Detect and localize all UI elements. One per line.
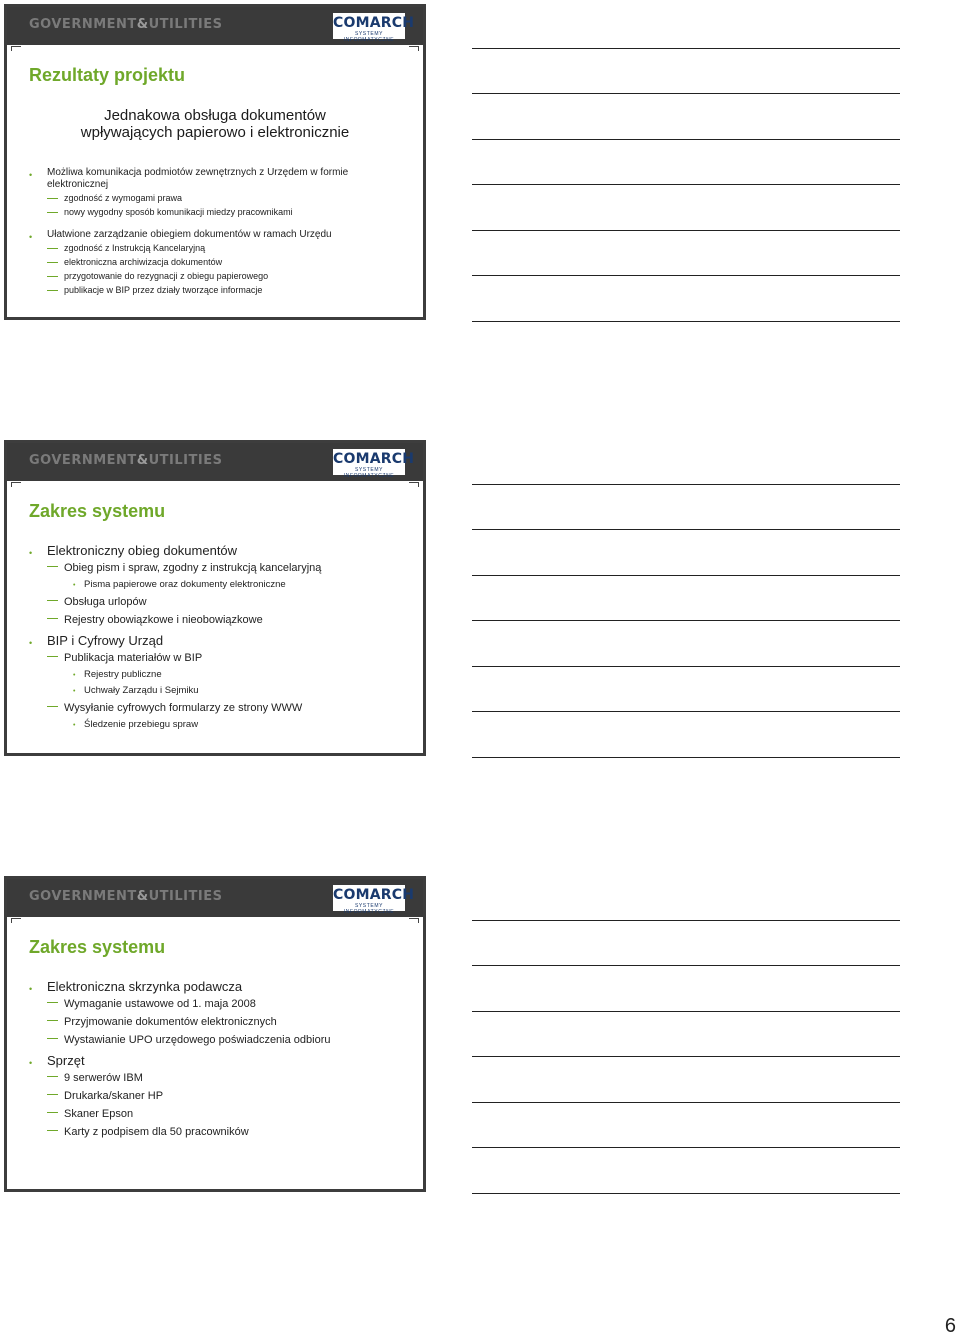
notes-line [472, 1056, 900, 1057]
dash-icon [47, 656, 58, 657]
corner-mark [11, 482, 12, 487]
dash-icon [47, 212, 58, 213]
sub-bullet-item: zgodność z wymogami prawa [29, 191, 407, 205]
bullet-icon: • [29, 548, 33, 558]
dash-icon [47, 262, 58, 263]
slide-title: Zakres systemu [29, 937, 166, 957]
slide-content [29, 543, 407, 733]
notes-line [472, 620, 900, 621]
notes-line [472, 230, 900, 231]
dash-icon [47, 1112, 58, 1113]
slide-content [29, 167, 407, 297]
dash-icon [47, 706, 58, 707]
slide-header [7, 7, 423, 45]
dash-icon [47, 290, 58, 291]
notes-line [472, 48, 900, 49]
dash-icon [47, 1076, 58, 1077]
bullet-icon: • [73, 688, 76, 695]
comarch-logo: COMARCH SYSTEMY INFORMATYCZNE [333, 451, 415, 479]
dash-icon [47, 1020, 58, 1021]
notes-line [472, 275, 900, 276]
sub-bullet-item: elektroniczna archiwizacja dokumentów [29, 255, 407, 269]
dash-icon [47, 1002, 58, 1003]
bullet-icon: • [29, 984, 33, 994]
bullet-icon: • [73, 672, 76, 679]
dash-icon [47, 618, 58, 619]
dash-icon [47, 600, 58, 601]
slide-2 [4, 440, 426, 756]
slide-1 [4, 4, 426, 320]
bullet-icon: • [73, 582, 76, 589]
sub-bullet-item: Drukarka/skaner HP [29, 1087, 407, 1105]
bullet-icon: • [73, 722, 76, 729]
notes-line [472, 529, 900, 530]
notes-line [472, 965, 900, 966]
sub-sub-bullet-item: • Uchwały Zarządu i Sejmiku [29, 683, 407, 699]
dash-icon [47, 566, 58, 567]
sub-bullet-item: Wysyłanie cyfrowych formularzy ze strony WWW [29, 699, 407, 717]
corner-mark [418, 482, 419, 487]
sub-bullet-item: Wymaganie ustawowe od 1. maja 2008 [29, 995, 407, 1013]
notes-line [472, 139, 900, 140]
corner-mark [11, 46, 21, 47]
bullet-item: • Możliwa komunikacja podmiotów zewnętrznych z Urzędem w formie elektronicznej [29, 167, 349, 190]
sub-bullet-item: Skaner Epson [29, 1105, 407, 1123]
corner-mark [11, 918, 21, 919]
dash-icon [47, 1038, 58, 1039]
sub-bullet-item: 9 serwerów IBM [29, 1069, 407, 1087]
slide-content [29, 979, 407, 1141]
bullet-icon: • [29, 638, 33, 648]
sub-bullet-item: Karty z podpisem dla 50 pracowników [29, 1123, 407, 1141]
government-utilities-logo: GOVERNMENT&UTILITIES [29, 889, 223, 904]
notes-line [472, 484, 900, 485]
notes-line [472, 1011, 900, 1012]
dash-icon [47, 248, 58, 249]
slide-subtitle: Jednakowa obsługa dokumentów wpływających papierowo i elektronicznie [80, 107, 350, 141]
dash-icon [47, 276, 58, 277]
sub-sub-bullet-item: • Pisma papierowe oraz dokumenty elektroniczne [29, 577, 407, 593]
bullet-item: • Sprzęt [29, 1053, 407, 1069]
sub-bullet-item: Przyjmowanie dokumentów elektronicznych [29, 1013, 407, 1031]
bullet-item: • Elektroniczna skrzynka podawcza [29, 979, 407, 995]
notes-line [472, 575, 900, 576]
notes-line [472, 757, 900, 758]
sub-bullet-item: przygotowanie do rezygnacji z obiegu papierowego [29, 269, 407, 283]
government-utilities-logo: GOVERNMENT&UTILITIES [29, 17, 223, 32]
sub-bullet-item: Wystawianie UPO urzędowego poświadczenia odbioru [29, 1031, 407, 1049]
dash-icon [47, 1094, 58, 1095]
corner-mark [418, 918, 419, 923]
sub-sub-bullet-item: • Rejestry publiczne [29, 667, 407, 683]
slide-3 [4, 876, 426, 1192]
sub-bullet-item: Publikacja materiałów w BIP [29, 649, 407, 667]
dash-icon [47, 198, 58, 199]
government-utilities-logo: GOVERNMENT&UTILITIES [29, 453, 223, 468]
sub-bullet-item: publikacje w BIP przez działy tworzące informacje [29, 283, 407, 297]
notes-line [472, 711, 900, 712]
sub-bullet-item: nowy wygodny sposób komunikacji miedzy pracownikami [29, 205, 407, 219]
sub-bullet-item: Rejestry obowiązkowe i nieobowiązkowe [29, 611, 407, 629]
sub-bullet-item: Obieg pism i spraw, zgodny z instrukcją kancelaryjną [29, 559, 407, 577]
slide-title: Zakres systemu [29, 501, 166, 521]
notes-line [472, 666, 900, 667]
slide-header [7, 443, 423, 481]
bullet-icon: • [29, 232, 33, 242]
corner-mark [418, 46, 419, 51]
notes-line [472, 184, 900, 185]
dash-icon [47, 1130, 58, 1131]
corner-mark [11, 46, 12, 51]
slide-header [7, 879, 423, 917]
bullet-icon: • [29, 1058, 33, 1068]
bullet-item: • BIP i Cyfrowy Urząd [29, 633, 407, 649]
sub-bullet-item: Obsługa urlopów [29, 593, 407, 611]
comarch-logo: COMARCH SYSTEMY INFORMATYCZNE [333, 887, 415, 915]
page-number: 6 [944, 1315, 956, 1337]
corner-mark [11, 918, 12, 923]
sub-bullet-item: zgodność z Instrukcją Kancelaryjną [29, 241, 407, 255]
slide-title: Rezultaty projektu [29, 65, 186, 85]
notes-line [472, 1193, 900, 1194]
sub-sub-bullet-item: • Śledzenie przebiegu spraw [29, 717, 407, 733]
notes-line [472, 1147, 900, 1148]
bullet-item: • Ułatwione zarządzanie obiegiem dokumentów w ramach Urzędu [29, 229, 332, 242]
corner-mark [11, 482, 21, 483]
notes-line [472, 321, 900, 322]
comarch-logo: COMARCH SYSTEMY INFORMATYCZNE [333, 15, 415, 43]
bullet-icon: • [29, 170, 33, 180]
notes-line [472, 920, 900, 921]
notes-line [472, 1102, 900, 1103]
bullet-item: • Elektroniczny obieg dokumentów [29, 543, 407, 559]
notes-line [472, 93, 900, 94]
